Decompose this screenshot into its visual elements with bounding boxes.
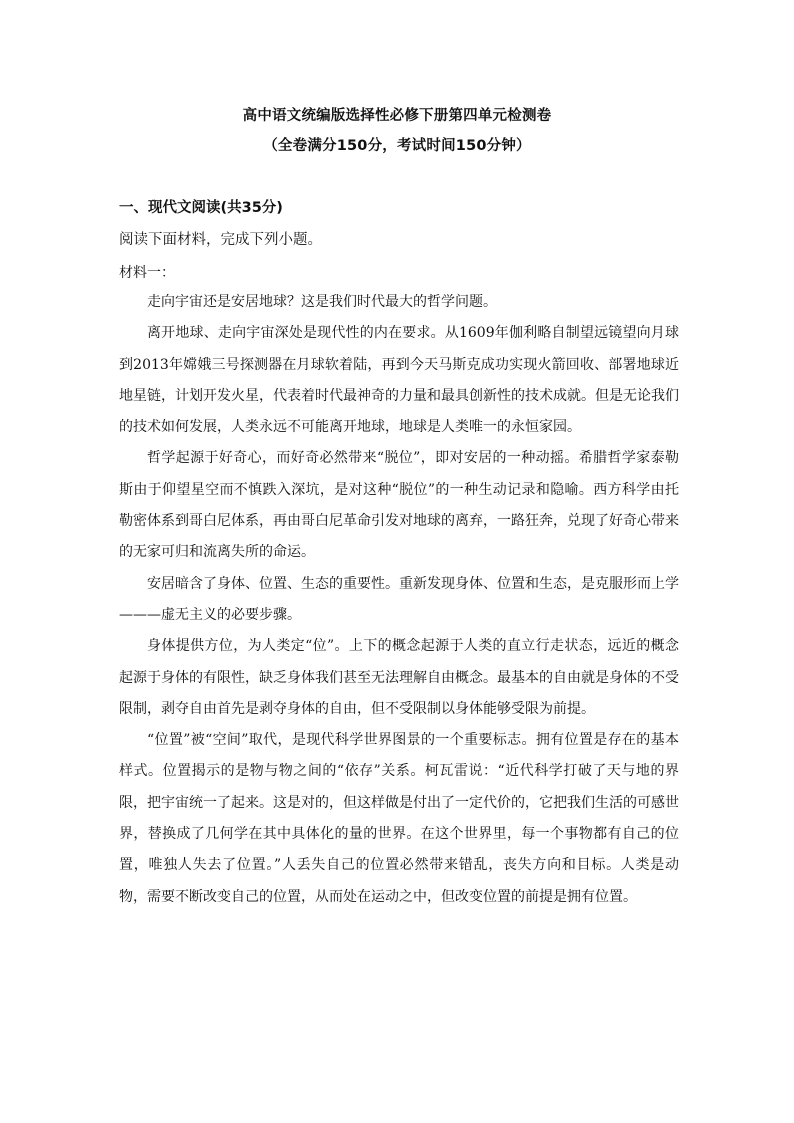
material-label: 材料一： (119, 265, 175, 281)
paragraph: 身体提供方位，为人类定“位”。上下的概念起源于人类的直立行走状态，远近的概念起源于身体的有限性，缺乏身体我们甚至无法理解自由概念。最基本的自由就是身体的不受限制，剥夺自由首先是剥夺身体的自由，但不受限制以身体能够受限为前提。 (119, 638, 679, 717)
paragraph: “位置”被“空间”取代，是现代科学世界图景的一个重要标志。拥有位置是存在的基本样式。位置揭示的是物与物之间的“依存”关系。柯瓦雷说：“近代科学打破了天与地的界限，把宇宙统一了起来。这是对的，但这样做是付出了一定代价的，它把我们生活的可感世界，替换成了几何学在其中具体化的量的世界。在这个世界里，每一个事物都有自己的位置，唯独人失去了位置。”人丢失自己的位置必然带来错乱，丧失方向和目标。人类是动物，需要不断改变自己的位置，从而处在运动之中，但改变位置的前提是拥有位置。 (119, 732, 679, 905)
paragraph: 离开地球、走向宇宙深处是现代性的内在要求。从1609年伽利略自制望远镜望向月球到2013年嫦娥三号探测器在月球软着陆，再到今天马斯克成功实现火箭回收、部署地球近地星链，计划开发火星，代表着时代最神奇的力量和最具创新性的技术成就。但是无论我们的技术如何发展，人类永远不可能离开地球，地球是人类唯一的永恒家园。 (119, 325, 679, 436)
reading-instruction: 阅读下面材料，完成下列小题。 (119, 232, 322, 248)
paragraph: 哲学起源于好奇心，而好奇必然带来“脱位”，即对安居的一种动摇。希腊哲学家泰勒斯由于仰望星空而不慎跌入深坑，是对这种“脱位”的一种生动记录和隐喻。西方科学由托勒密体系到哥白尼体系，再由哥白尼革命引发对地球的离弃，一路狂奔，兑现了好奇心带来的无家可归和流离失所的命运。 (119, 450, 679, 561)
document-title: 高中语文统编版选择性必修下册第四单元检测卷 (242, 108, 552, 124)
material-body (119, 287, 679, 913)
section-heading: 一、现代文阅读(共35分) (119, 200, 283, 216)
document-subtitle: （全卷满分150分，考试时间150分钟） (263, 138, 531, 154)
paragraph: 走向宇宙还是安居地球？这是我们时代最大的哲学问题。 (147, 294, 497, 310)
paragraph: 安居暗含了身体、位置、生态的重要性。重新发现身体、位置和生态，是克服形而上学———虚无主义的必要步骤。 (119, 575, 679, 623)
